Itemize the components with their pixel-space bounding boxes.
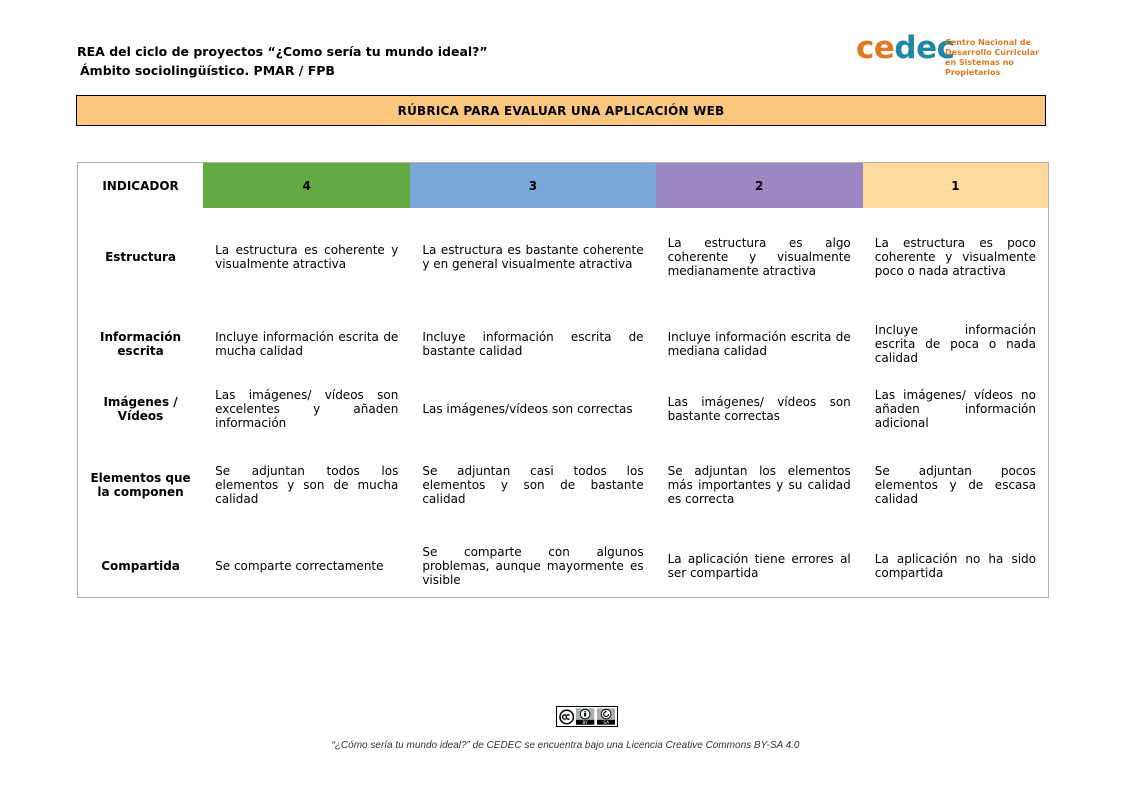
table-cell: Se adjuntan casi todos los elementos y son de bastante calidad	[422, 464, 644, 506]
creative-commons-icon	[559, 709, 574, 725]
header-level-2: 2	[656, 163, 863, 209]
table-cell: Incluye información escrita de poca o nada calidad	[874, 322, 1036, 365]
table-row	[78, 436, 1049, 534]
table-cell: La estructura es bastante coherente y en general visualmente atractiva	[422, 243, 644, 271]
table-cell: Las imágenes/ vídeos no añaden información adicional	[874, 387, 1036, 430]
table-cell: La aplicación tiene errores al ser compartida	[667, 551, 851, 580]
row-indicator: Compartida	[101, 558, 180, 573]
header-level-1: 1	[863, 163, 1049, 209]
share-alike-icon	[597, 708, 615, 725]
header-level-3: 3	[410, 163, 655, 209]
logo-wordmark	[856, 30, 955, 66]
rubric-table	[77, 162, 1049, 598]
table-cell: La estructura es coherente y visualmente atractiva	[215, 243, 399, 271]
logo-subtitle	[945, 38, 1046, 78]
table-row	[78, 381, 1049, 436]
logo-word-part1: ce	[856, 30, 895, 66]
table-row	[78, 306, 1049, 381]
by-label: BY	[582, 721, 589, 725]
table-header-row	[78, 163, 1049, 209]
row-indicator: Imágenes / Vídeos	[103, 394, 178, 423]
row-indicator: Elementos que la componen	[90, 471, 191, 499]
rubric-title: RÚBRICA PARA EVALUAR UNA APLICACIÓN WEB	[76, 95, 1046, 126]
logo-sub-line-3: en Sistemas no Propietarios	[945, 58, 1014, 77]
table-cell: Se adjuntan los elementos más importantes y su calidad es correcta	[667, 464, 851, 506]
table-cell: Se comparte correctamente	[215, 558, 384, 573]
sa-label: SA	[602, 721, 609, 725]
header-indicador: INDICADOR	[78, 163, 204, 209]
license-footer: “¿Cómo sería tu mundo ideal?” de CEDEC se encuentra bajo una Licencia Creative Commons BY-SA 4.0	[331, 740, 800, 751]
table-cell: Las imágenes/ vídeos son bastante correctas	[667, 394, 851, 423]
header-line-1: REA del ciclo de proyectos “¿Como sería tu mundo ideal?”	[77, 44, 488, 59]
document-header	[77, 42, 488, 80]
logo-sub-line-1: Centro Nacional de	[945, 38, 1031, 47]
table-cell: Las imágenes/vídeos son correctas	[422, 401, 633, 416]
table-cell: Se adjuntan todos los elementos y son de mucha calidad	[215, 464, 399, 506]
table-cell: Se comparte con algunos problemas, aunque mayormente es visible	[422, 544, 644, 587]
table-cell: La aplicación no ha sido compartida	[874, 551, 1036, 580]
logo-word-part2: dec	[894, 30, 955, 66]
row-indicator: Estructura	[105, 250, 177, 264]
logo-sub-line-2: Desarrollo Curricular	[945, 48, 1040, 57]
table-row	[78, 534, 1049, 598]
table-row	[78, 208, 1049, 306]
table-cell: Las imágenes/ vídeos son excelentes y añaden información	[215, 387, 399, 430]
header-level-4: 4	[203, 163, 410, 209]
table-cell: La estructura es algo coherente y visualmente medianamente atractiva	[667, 236, 851, 278]
attribution-icon	[576, 708, 594, 725]
row-indicator: Información escrita	[100, 329, 182, 358]
table-cell: La estructura es poco coherente y visualmente poco o nada atractiva	[874, 236, 1036, 278]
table-cell: Incluye información escrita de mucha calidad	[215, 329, 399, 358]
table-cell: Incluye información escrita de bastante calidad	[422, 329, 644, 358]
cedec-logo	[856, 30, 1046, 77]
table-cell: Se adjuntan pocos elementos y de escasa calidad	[874, 464, 1036, 506]
header-line-2: Ámbito sociolingüístico. PMAR / FPB	[80, 63, 335, 78]
table-cell: Incluye información escrita de mediana calidad	[667, 329, 851, 358]
cc-license-badge	[556, 706, 618, 727]
